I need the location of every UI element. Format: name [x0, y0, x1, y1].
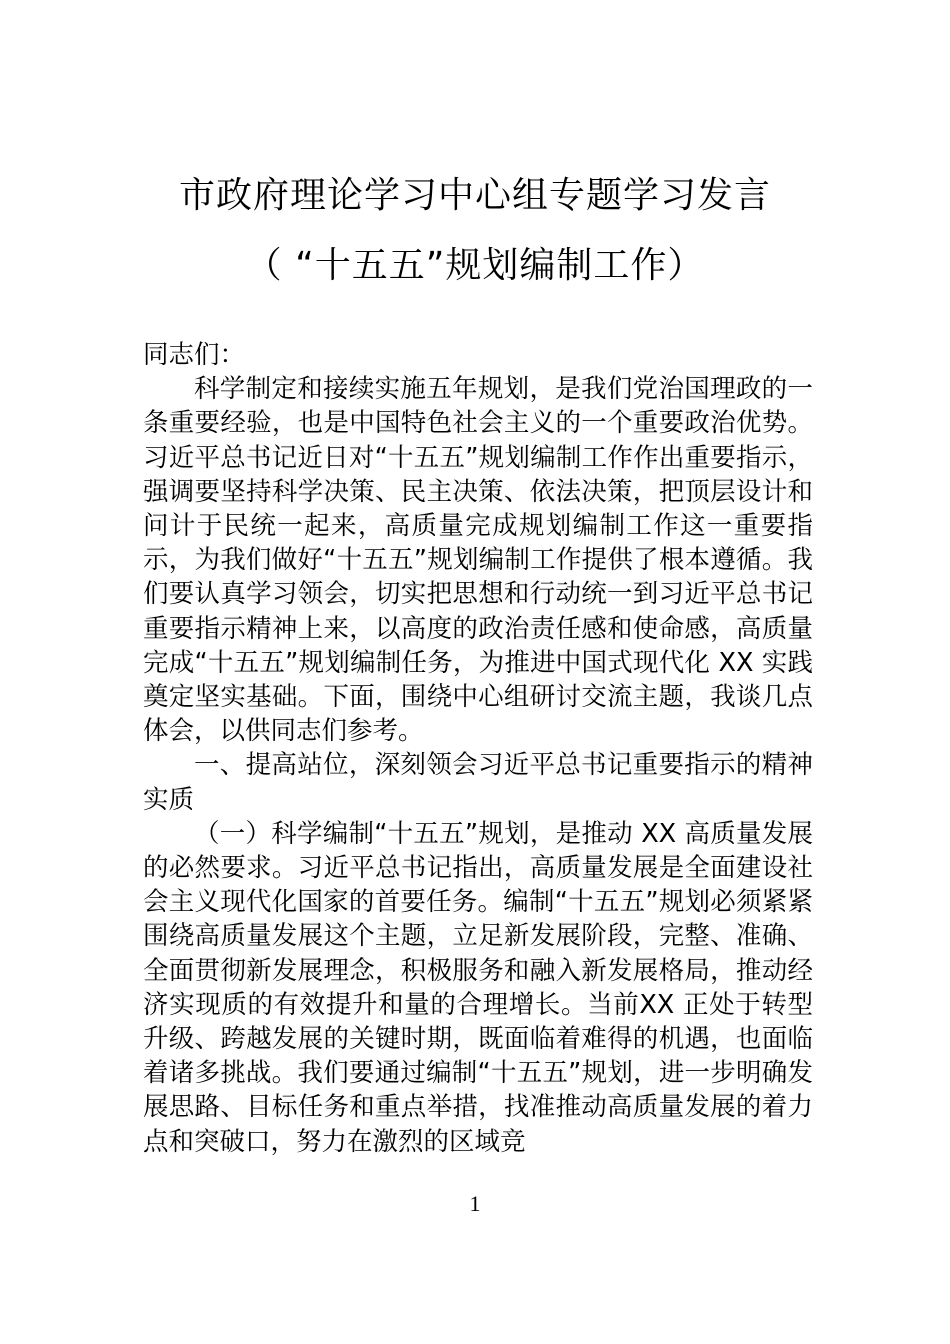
section-heading: 一、提高站位，深刻领会习近平总书记重要指示的精神实质	[143, 750, 813, 815]
page-number: 1	[469, 1191, 481, 1216]
document-body	[143, 338, 813, 1159]
salutation: 同志们：	[143, 340, 246, 370]
document-subtitle: （ “十五五”规划编制工作）	[245, 245, 705, 286]
document-title: 市政府理论学习中心组专题学习发言	[178, 175, 771, 216]
subsection-paragraph: （一）科学编制“十五五”规划，是推动 XX 高质量发展的必然要求。习近平总书记指出，高质量发展是全面建设社会主义现代化国家的首要任务。编制“十五五”规划必须紧紧围绕高质量发展这个主题，立足新发展阶段，完整、准确、全面贯彻新发展理念，积极服务和融入新发展格局，推动经济实现质的有效提升和量的合理增长。当前XX 正处于转型升级、跨越发展的关键时期，既面临着难得的机遇，也面临着诸多挑战。我们要通过编制“十五五”规划，进一步明确发展思路、目标任务和重点举措，找准推动高质量发展的着力点和突破口，努力在激烈的区域竞	[143, 818, 813, 1157]
intro-paragraph: 科学制定和接续实施五年规划，是我们党治国理政的一条重要经验，也是中国特色社会主义的一个重要政治优势。习近平总书记近日对“十五五”规划编制工作作出重要指示，强调要坚持科学决策、民主决策、依法决策，把顶层设计和问计于民统一起来，高质量完成规划编制工作这一重要指示，为我们做好“十五五”规划编制工作提供了根本遵循。我们要认真学习领会，切实把思想和行动统一到习近平总书记重要指示精神上来，以高度的政治责任感和使命感，高质量完成“十五五”规划编制任务，为推进中国式现代化 XX 实践奠定坚实基础。下面，围绕中心组研讨交流主题，我谈几点体会，以供同志们参考。	[143, 374, 813, 747]
